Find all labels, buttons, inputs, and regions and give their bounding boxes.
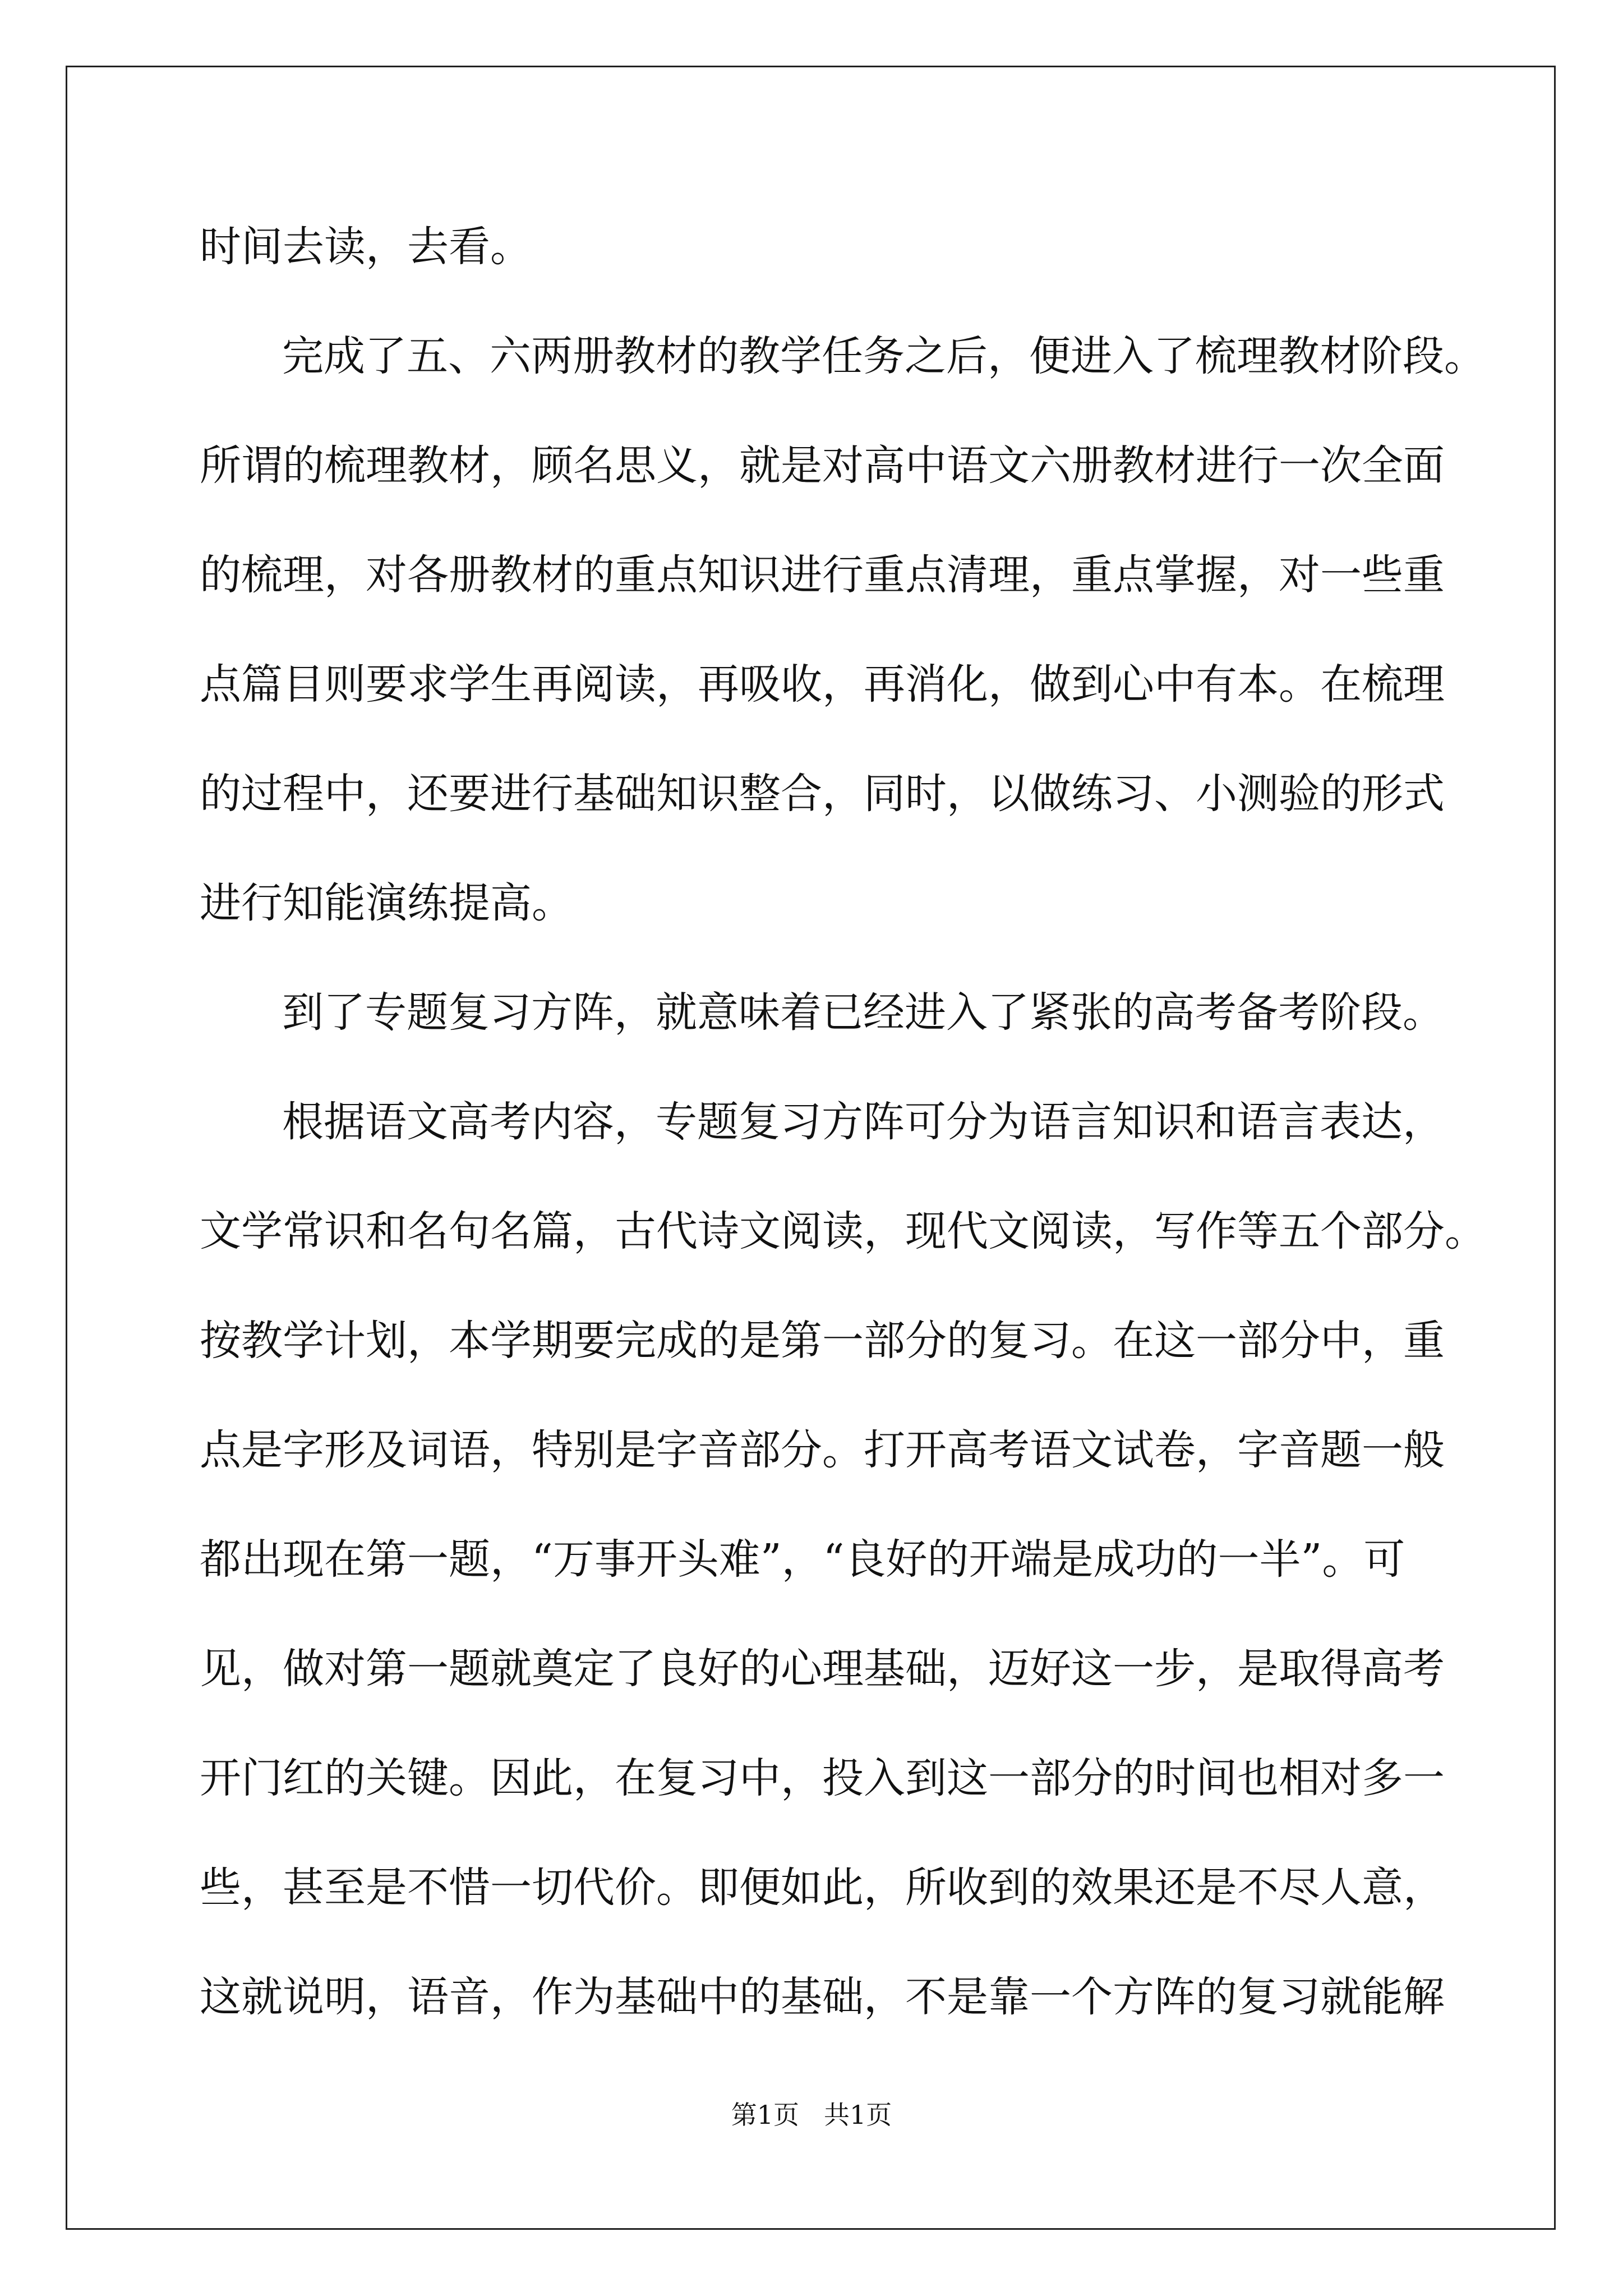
page-footer bbox=[0, 2098, 1623, 2132]
text-line: 点篇目则要求学生再阅读，再吸收，再消化，做到心中有本。在梳理 bbox=[200, 660, 1445, 708]
paragraph-start-line: 根据语文高考内容，专题复习方阵可分为语言知识和语言表达， bbox=[282, 1098, 1444, 1146]
text-line: 按教学计划，本学期要完成的是第一部分的复习。在这一部分中，重 bbox=[200, 1317, 1445, 1365]
footer-spacer bbox=[799, 2100, 824, 2130]
text-line: 进行知能演练提高。 bbox=[200, 879, 573, 927]
text-line: 所谓的梳理教材，顾名思义，就是对高中语文六册教材进行一次全面 bbox=[200, 441, 1445, 490]
text-line: 都出现在第一题，“万事开头难”，“良好的开端是成功的一半”。可 bbox=[200, 1535, 1405, 1584]
text-line: 些，甚至是不惜一切代价。即便如此，所收到的效果还是不尽人意， bbox=[200, 1864, 1445, 1912]
page-number: 第1页 bbox=[731, 2100, 800, 2130]
text-line: 的过程中，还要进行基础知识整合，同时，以做练习、小测验的形式 bbox=[200, 770, 1445, 818]
paragraph-start-line: 到了专题复习方阵，就意味着已经进入了紧张的高考备考阶段。 bbox=[282, 988, 1444, 1037]
text-line: 的梳理，对各册教材的重点知识进行重点清理，重点掌握，对一些重 bbox=[200, 551, 1445, 599]
paragraph-start-line: 完成了五、六两册教材的教学任务之后，便进入了梳理教材阶段。 bbox=[282, 332, 1486, 380]
page-total: 共1页 bbox=[823, 2100, 892, 2130]
text-line: 开门红的关键。因此，在复习中，投入到这一部分的时间也相对多一 bbox=[200, 1754, 1445, 1802]
text-line: 这就说明，语音，作为基础中的基础，不是靠一个方阵的复习就能解 bbox=[200, 1973, 1445, 2021]
text-line: 见，做对第一题就奠定了良好的心理基础，迈好这一步，是取得高考 bbox=[200, 1645, 1445, 1693]
text-line: 时间去读，去看。 bbox=[200, 223, 532, 271]
text-line: 文学常识和名句名篇，古代诗文阅读，现代文阅读，写作等五个部分。 bbox=[200, 1207, 1486, 1255]
text-line: 点是字形及词语，特别是字音部分。打开高考语文试卷，字音题一般 bbox=[200, 1426, 1445, 1474]
